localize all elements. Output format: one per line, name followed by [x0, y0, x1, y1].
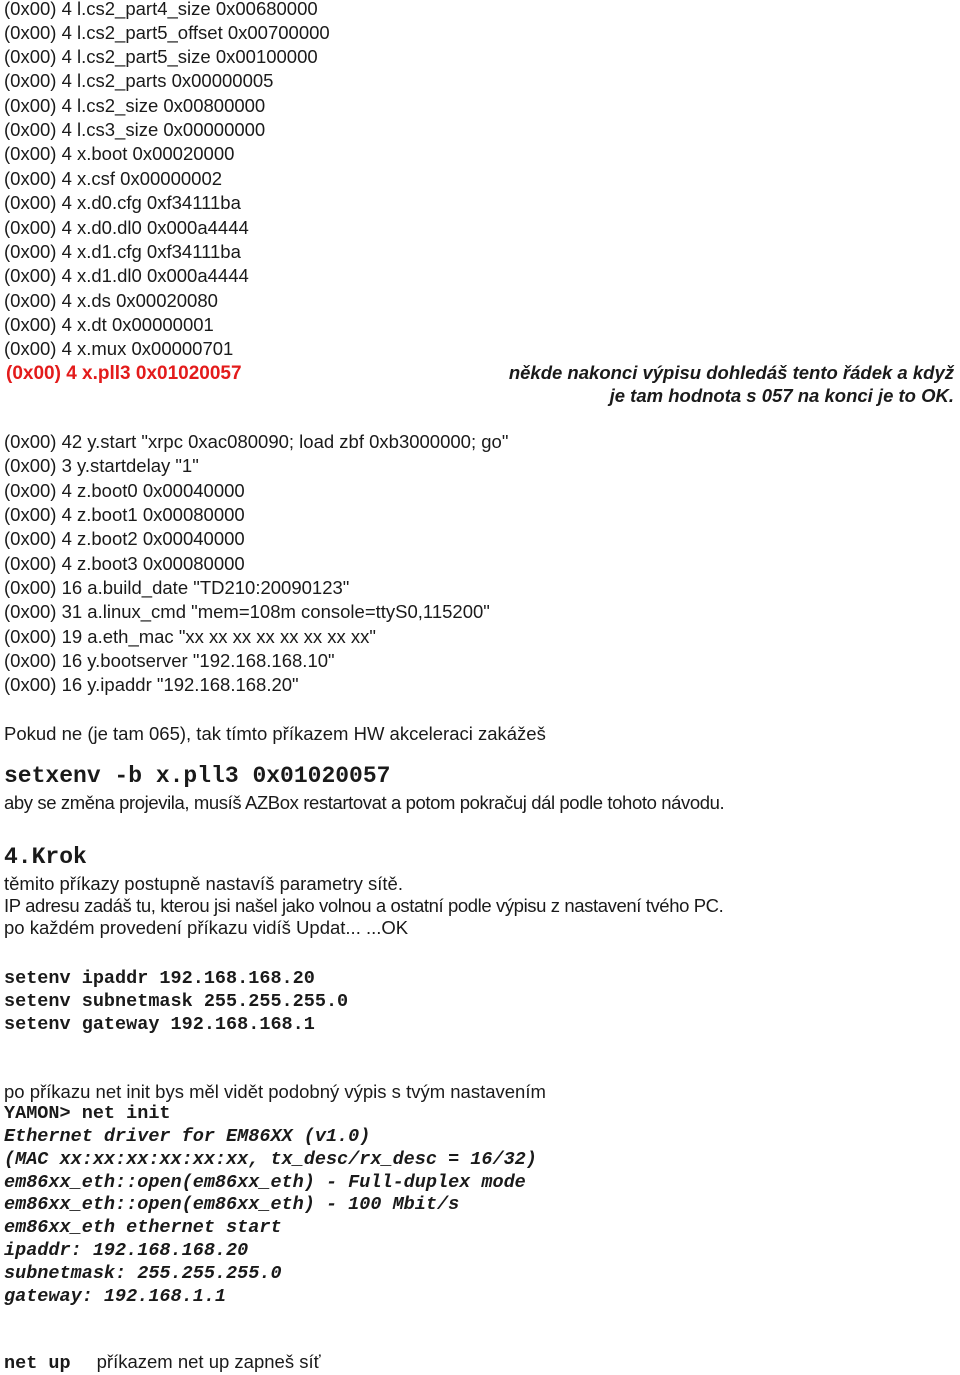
env-line: (0x00) 4 x.d1.cfg 0xf34111ba	[4, 241, 241, 262]
env-line: (0x00) 16 a.build_date "TD210:20090123"	[4, 577, 350, 598]
env-line: (0x00) 31 a.linux_cmd "mem=108m console=ttyS0,115200"	[4, 601, 490, 622]
net-init-output-line: ipaddr: 192.168.168.20	[4, 1240, 249, 1261]
step4-text1: těmito příkazy postupně nastavíš parametry sítě.	[4, 873, 403, 894]
setenv-gateway-command: setenv gateway 192.168.168.1	[4, 1014, 315, 1035]
net-up-row	[4, 1353, 321, 1374]
env-line: (0x00) 4 x.d1.dl0 0x000a4444	[4, 265, 249, 286]
net-init-output-line: em86xx_eth::open(em86xx_eth) - 100 Mbit/s	[4, 1194, 460, 1215]
setenv-ipaddr-command: setenv ipaddr 192.168.168.20	[4, 968, 315, 989]
env-line: (0x00) 16 y.ipaddr "192.168.168.20"	[4, 674, 299, 695]
net-up-command: net up	[4, 1353, 71, 1374]
env-line: (0x00) 4 x.dt 0x00000001	[4, 314, 214, 335]
env-line: (0x00) 4 z.boot1 0x00080000	[4, 504, 245, 525]
env-line: (0x00) 4 x.ds 0x00020080	[4, 290, 218, 311]
yamon-prompt: YAMON> net init	[4, 1103, 171, 1124]
env-line: (0x00) 4 l.cs2_part4_size 0x00680000	[4, 0, 318, 19]
step4-heading: 4.Krok	[4, 844, 87, 870]
env-line: (0x00) 19 a.eth_mac "xx xx xx xx xx xx xx xx"	[4, 626, 376, 647]
hw-accel-intro: Pokud ne (je tam 065), tak tímto příkazem HW akceleraci zakážeš	[4, 723, 546, 744]
env-line: (0x00) 4 z.boot3 0x00080000	[4, 553, 245, 574]
step4-text3: po každém provedení příkazu vidíš Updat... ...OK	[4, 917, 409, 938]
env-line: (0x00) 3 y.startdelay "1"	[4, 455, 199, 476]
env-line: (0x00) 4 l.cs2_part5_offset 0x00700000	[4, 22, 330, 43]
net-init-output-line: gateway: 192.168.1.1	[4, 1286, 227, 1307]
net-init-output-line: em86xx_eth ethernet start	[4, 1217, 282, 1238]
net-init-output-line: subnetmask: 255.255.255.0	[4, 1263, 282, 1284]
env-line: (0x00) 4 x.mux 0x00000701	[4, 338, 234, 359]
env-line: (0x00) 4 l.cs3_size 0x00000000	[4, 119, 266, 140]
env-line: (0x00) 16 y.bootserver "192.168.168.10"	[4, 650, 335, 671]
hw-accel-after: aby se změna projevila, musíš AZBox restartovat a potom pokračuj dál podle tohoto návodu.	[4, 792, 725, 813]
net-init-output-line: em86xx_eth::open(em86xx_eth) - Full-duplex mode	[4, 1172, 526, 1193]
pll3-highlight-line: (0x00) 4 x.pll3 0x01020057	[6, 363, 242, 384]
hw-accel-command: setxenv -b x.pll3 0x01020057	[4, 763, 391, 789]
env-line: (0x00) 4 x.csf 0x00000002	[4, 168, 223, 189]
net-init-output-line: Ethernet driver for EM86XX (v1.0)	[4, 1126, 371, 1147]
env-line: (0x00) 4 x.d0.dl0 0x000a4444	[4, 217, 249, 238]
setenv-subnetmask-command: setenv subnetmask 255.255.255.0	[4, 991, 349, 1012]
env-line: (0x00) 4 x.boot 0x00020000	[4, 143, 235, 164]
env-line: (0x00) 4 z.boot2 0x00040000	[4, 528, 245, 549]
pll3-note-line2: je tam hodnota s 057 na konci je to OK.	[609, 385, 954, 406]
net-up-text: příkazem net up zapneš síť	[96, 1351, 321, 1372]
env-line: (0x00) 42 y.start "xrpc 0xac080090; load zbf 0xb3000000; go"	[4, 431, 509, 452]
pll3-note-line1: někde nakonci výpisu dohledáš tento řádek a když	[508, 362, 954, 383]
env-line: (0x00) 4 x.d0.cfg 0xf34111ba	[4, 192, 241, 213]
net-init-output-line: (MAC xx:xx:xx:xx:xx:xx, tx_desc/rx_desc = 16/32)	[4, 1149, 537, 1170]
env-line: (0x00) 4 l.cs2_size 0x00800000	[4, 95, 266, 116]
step4-text2: IP adresu zadáš tu, kterou jsi našel jako volnou a ostatní podle výpisu z nastavení tvého PC.	[4, 895, 724, 916]
net-init-intro: po příkazu net init bys měl vidět podobný výpis s tvým nastavením	[4, 1081, 546, 1102]
env-line: (0x00) 4 l.cs2_parts 0x00000005	[4, 70, 274, 91]
env-line: (0x00) 4 l.cs2_part5_size 0x00100000	[4, 46, 318, 67]
env-line: (0x00) 4 z.boot0 0x00040000	[4, 480, 245, 501]
